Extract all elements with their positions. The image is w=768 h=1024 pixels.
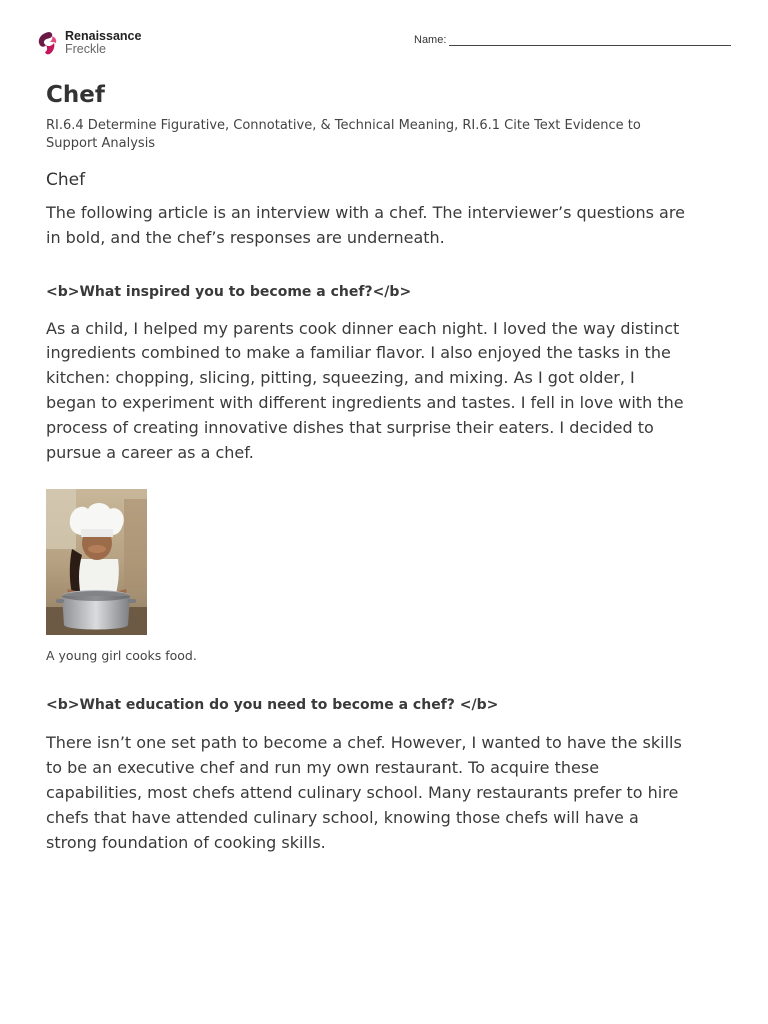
freckle-logo-icon: [36, 30, 60, 56]
intro-paragraph: The following article is an interview with a chef. The interviewer’s questions are in bold, and the chef’s responses are underneath.: [46, 203, 685, 247]
worksheet-content: [46, 80, 686, 855]
question-heading: <b>What inspired you to become a chef?</b>: [46, 283, 412, 300]
logo-product-text: Freckle: [65, 42, 106, 56]
image-caption: A young girl cooks food.: [46, 648, 197, 664]
standards-text: RI.6.4 Determine Figurative, Connotative, & Technical Meaning, RI.6.1 Cite Text Evidence to Support Analysis: [46, 118, 641, 151]
answer-paragraph: There isn’t one set path to become a chef. However, I wanted to have the skills to be an executive chef and run my own restaurant. To acquire these capabilities, most chefs attend culinary school. Many restaurants prefer to hire chefs that have attended culinary school, knowing those chefs will have a strong foundation of cooking skills.: [46, 733, 682, 852]
worksheet-header: [36, 28, 732, 62]
renaissance-freckle-logo: [36, 30, 141, 56]
name-blank-line: [449, 30, 731, 46]
page-title: Chef: [46, 82, 105, 108]
name-field: [414, 30, 731, 46]
logo-brand-text: Renaissance: [65, 29, 142, 43]
article-title: Chef: [46, 170, 86, 190]
question-heading: <b>What education do you need to become a chef? </b>: [46, 697, 499, 714]
answer-paragraph: As a child, I helped my parents cook dinner each night. I loved the way distinct ingredients combined to make a familiar flavor. I also enjoyed the tasks in the kitchen: chopping, slicing, pitting, squeezing, and mixing. As I got older, I began to experiment with different ingredients and tastes. I fell in love with the process of creating innovative dishes that surprise their eaters. I decided to pursue a career as a chef.: [46, 318, 684, 462]
girl-cooking-photo: [46, 489, 147, 635]
name-label: Name:: [414, 34, 447, 46]
